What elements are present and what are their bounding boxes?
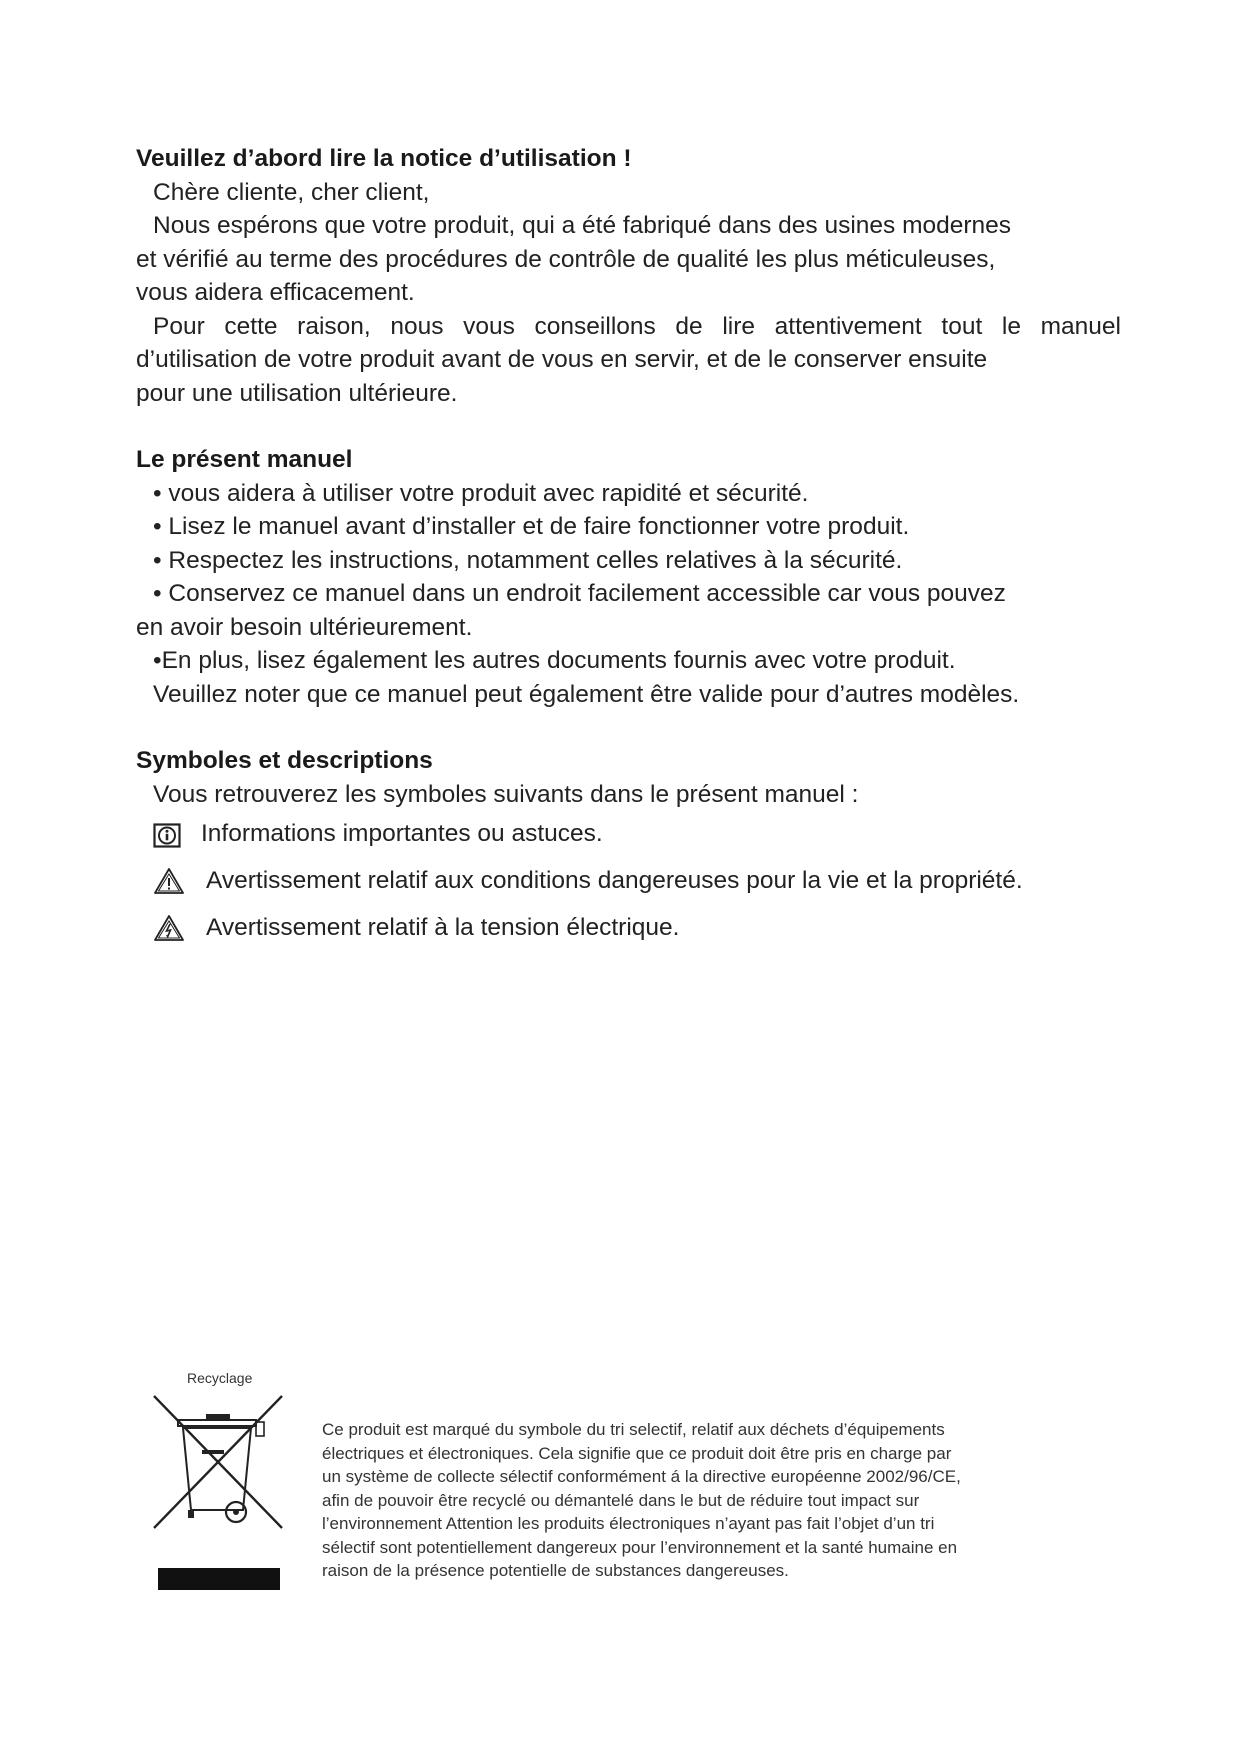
recycling-text xyxy=(322,1418,1052,1583)
info-icon xyxy=(153,823,181,849)
manual-bullet-2: • Lisez le manuel avant d’installer et de faire fonctionner votre produit. xyxy=(153,513,910,540)
intro-title: Veuillez d’abord lire la notice d’utilisation ! xyxy=(136,145,632,172)
recycling-line: sélectif sont potentiellement dangereux pour l’environnement et la santé humaine en xyxy=(322,1537,958,1557)
recycling-line: raison de la présence potentielle de substances dangereuses. xyxy=(322,1561,789,1580)
recycling-line: Ce produit est marqué du symbole du tri selectif, relatif aux déchets d’équipements xyxy=(322,1420,945,1439)
intro-paragraph-1-line-3: vous aidera efficacement. xyxy=(136,279,415,306)
symbol-warning-text: Avertissement relatif aux conditions dangereuses pour la vie et la propriété. xyxy=(206,867,1023,894)
recycling-line: afin de pouvoir être recyclé ou démantelé dans le but de réduire tout impact sur xyxy=(322,1490,920,1510)
recycling-line: l’environnement Attention les produits électroniques n’ayant pas fait l’objet d’un tri xyxy=(322,1514,935,1533)
main-content xyxy=(136,142,1121,958)
symbols-section-title: Symboles et descriptions xyxy=(136,747,433,774)
manual-bullet-4-line-2: en avoir besoin ultérieurement. xyxy=(136,613,473,641)
section-gap xyxy=(136,711,1121,744)
recycling-bar xyxy=(158,1568,280,1590)
intro-paragraph-2-line-2: d’utilisation de votre produit avant de vous en servir, et de le conserver ensuite xyxy=(136,346,988,373)
intro-paragraph-2-line-3: pour une utilisation ultérieure. xyxy=(136,379,458,407)
manual-section-title: Le présent manuel xyxy=(136,446,353,473)
recycling-notice xyxy=(150,1370,1050,1610)
intro-paragraph-2-line-1: Pour cette raison, nous vous conseillons de lire attentivement tout le manuel xyxy=(153,312,1121,340)
manual-note: Veuillez noter que ce manuel peut également être valide pour d’autres modèles. xyxy=(153,680,1020,708)
symbols-intro: Vous retrouverez les symboles suivants dans le présent manuel : xyxy=(153,780,859,808)
manual-bullet-1: • vous aidera à utiliser votre produit avec rapidité et sécurité. xyxy=(153,479,809,507)
manual-bullet-5: •En plus, lisez également les autres documents fournis avec votre produit. xyxy=(153,647,956,674)
recycling-line: un système de collecte sélectif conformément á la directive européenne 2002/96/CE, xyxy=(322,1467,961,1486)
warning-icon xyxy=(153,867,185,895)
symbol-row-info xyxy=(136,817,1121,864)
recycling-label: Recyclage xyxy=(187,1370,253,1386)
crossed-bin-icon xyxy=(150,1392,286,1532)
section-gap xyxy=(136,410,1121,443)
greeting: Chère cliente, cher client, xyxy=(153,178,430,206)
electric-warning-icon xyxy=(153,914,185,942)
symbol-row-warning xyxy=(136,864,1121,911)
intro-paragraph-1-line-1: Nous espérons que votre produit, qui a été fabriqué dans des usines modernes xyxy=(153,212,1012,239)
recycling-line: électriques et électroniques. Cela signifie que ce produit doit être pris en charge par xyxy=(322,1443,952,1463)
symbol-info-text: Informations importantes ou astuces. xyxy=(201,820,603,847)
symbol-electric-text: Avertissement relatif à la tension électrique. xyxy=(206,914,680,941)
symbol-row-electric xyxy=(136,911,1121,958)
manual-bullet-3: • Respectez les instructions, notamment celles relatives à la sécurité. xyxy=(153,546,903,574)
manual-bullet-4-line-1: • Conservez ce manuel dans un endroit facilement accessible car vous pouvez xyxy=(153,580,1006,607)
intro-paragraph-1-line-2: et vérifié au terme des procédures de contrôle de qualité les plus méticuleuses, xyxy=(136,245,996,273)
